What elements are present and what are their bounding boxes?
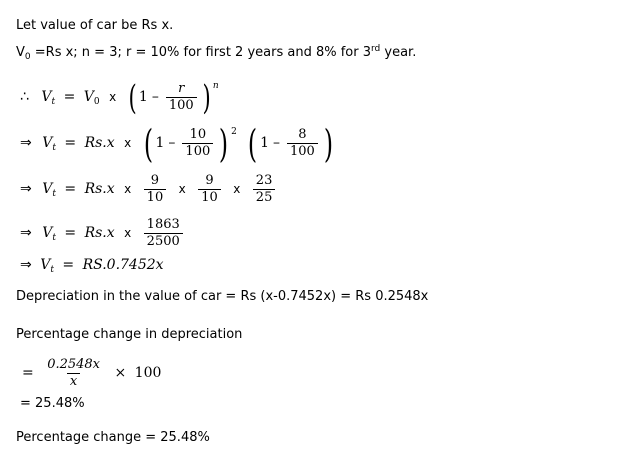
result-value-line [20,396,85,411]
eq4-fraction [144,218,183,248]
intro-line-2-tail: year. [380,45,417,60]
final-answer-text: Percentage change = 25.48% [16,430,210,445]
result-value-text: = 25.48% [20,396,85,411]
eq2-vt-var: V [42,135,53,152]
eq1-parenthesized-group: ( 1 – $\frac{r}{100}$ ) n [128,78,219,119]
eq4-fraction-numerator: 1863 [146,217,180,232]
eq3-fraction-2 [198,174,221,204]
equation-4 [20,218,186,248]
intro-line-2 [16,44,416,62]
eq6-times: × [114,365,127,382]
eq2-rs-term: Rs.x [84,135,115,152]
eq5-vt-subscript: t [50,265,54,275]
eq2-equals: = [64,135,77,152]
eq4-fraction-denominator: 2500 [144,233,183,249]
eq6-fraction-numerator: 0.2548x [47,357,101,372]
eq5-equals: = [62,257,75,273]
eq1-vt-subscript: t [51,97,56,108]
eq2-fraction-2-numerator: 8 [298,127,307,142]
v0-subscript: 0 [24,52,31,62]
eq3-times-1: x [124,182,132,197]
eq3-times-2: x [178,182,186,197]
final-answer-line [16,430,210,445]
eq1-one: 1 [138,89,148,106]
eq4-vt-var: V [42,225,53,242]
eq3-implies-arrow: ⇒ [20,181,32,198]
eq3-fraction-2-denominator: 10 [198,189,221,205]
intro-line-1 [16,18,173,33]
eq1-v0-var: V [83,89,94,106]
eq4-rs-term: Rs.x [84,225,115,242]
eq3-fraction-3-denominator: 25 [253,189,276,205]
eq1-exponent: n [212,81,219,92]
eq2-group-2: ( 1 – $\frac{8}{100}$ ) [248,122,333,167]
eq2-vt-subscript: t [52,143,56,154]
eq1-vt-var: V [41,89,52,106]
eq5-implies-arrow: ⇒ [20,257,32,273]
eq2-one-2: 1 [260,135,270,152]
eq6-fraction-denominator: x [67,373,80,389]
eq6-hundred: 100 [134,365,162,382]
eq3-rs-term: Rs.x [84,181,115,198]
intro-line-2-text: =Rs x; n = 3; r = 10% for first 2 years and 8% for 3 [30,45,371,60]
eq5-vt-var: V [40,257,51,273]
eq6-fraction [44,358,103,388]
eq2-fraction-2-denominator: 100 [287,143,318,159]
eq3-fraction-3 [253,174,276,204]
percentage-change-label [16,327,242,342]
eq2-group-1: ( 1 – $\frac{10}{100}$ ) 2 [143,122,237,167]
eq2-minus-2: – [273,135,281,152]
equation-5 [20,257,164,275]
eq4-equals: = [64,225,77,242]
eq4-implies-arrow: ⇒ [20,225,32,242]
eq3-equals: = [64,181,77,198]
equation-1 [20,78,219,119]
eq4-vt-subscript: t [52,233,56,244]
eq1-fraction [166,82,197,112]
eq1-v0-subscript: 0 [93,97,100,108]
eq2-implies-arrow: ⇒ [20,135,32,152]
eq3-vt-var: V [42,181,53,198]
therefore-symbol: ∴ [20,89,29,106]
eq2-times: x [124,136,132,151]
equation-3 [20,174,278,204]
eq3-fraction-1 [144,174,167,204]
eq3-fraction-1-denominator: 10 [144,189,167,205]
eq1-minus: – [151,89,159,106]
eq4-times: x [124,226,132,241]
eq1-times: x [109,90,117,105]
eq1-fraction-denominator: 100 [166,97,197,113]
eq3-fraction-1-numerator: 9 [150,173,160,188]
eq2-fraction-2 [287,128,318,158]
depreciation-text: Depreciation in the value of car = Rs (x-0.7452x) = Rs 0.2548x [16,289,429,304]
eq3-vt-subscript: t [52,189,56,200]
eq1-fraction-numerator: r [178,81,185,96]
eq6-equals: = [22,365,34,382]
eq2-minus-1: – [168,135,176,152]
eq3-times-3: x [233,182,241,197]
eq2-fraction-1 [182,128,213,158]
eq2-fraction-1-denominator: 100 [182,143,213,159]
eq5-value: RS.0.7452x [82,257,164,273]
eq1-equals: = [63,89,76,106]
equation-2 [20,122,336,167]
eq2-exponent-1: 2 [231,127,237,138]
eq3-fraction-2-numerator: 9 [205,173,214,188]
equation-6 [22,358,161,388]
intro-line-1-text: Let value of car be Rs x. [16,18,174,33]
percentage-change-label-text: Percentage change in depreciation [16,327,243,342]
v0-symbol: V [16,45,25,60]
eq3-fraction-3-numerator: 23 [255,173,273,188]
eq2-one-1: 1 [155,135,165,152]
eq2-fraction-1-numerator: 10 [189,127,207,142]
depreciation-line [16,289,428,304]
ordinal-superscript: rd [371,44,381,54]
